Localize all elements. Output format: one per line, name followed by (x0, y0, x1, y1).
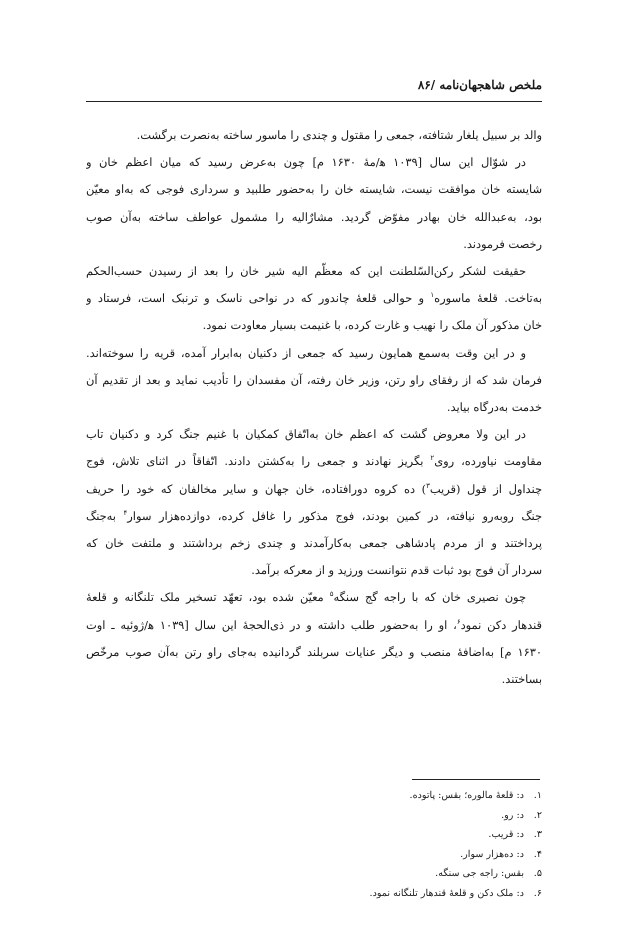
footnote-rule (412, 779, 540, 780)
footnote (242, 825, 542, 845)
text-line: بساختند. (501, 672, 542, 687)
paragraph (86, 258, 542, 340)
text-line: چون نصیری خان که با راجه گج سنگه$^۵$ معیّن شده بود، تعهّد تسخیر ملک تلنگانه و قلعهٔ (86, 590, 526, 605)
footnote-text: د: قریب. (488, 829, 524, 841)
running-head: ملخص شاهجهان‌نامه /۸۶ (417, 78, 542, 92)
footnote-number: ۳. (533, 829, 542, 841)
text-line: حقیقت لشکر رکن‌السّلطنت این که معظّم الیه شیر خان را بعد از رسیدن حسب‌الحکم (86, 264, 526, 279)
footnote-ref: ۲ (430, 454, 435, 463)
footnote-ref: ۴ (123, 509, 128, 518)
text-line: در این ولا معروض گشت که اعظم خان به‌اتّفاق کمکیان با غنیم جنگ کرد و دکنیان تاب (86, 427, 526, 442)
text-line: جنگ روبه‌رو نیافته، در کمین بودند، فوج مذکور را غافل کرده، دوازده‌هزار سوار$^۴$ به‌جنگ (86, 508, 542, 523)
text-line: فرمان شد که از رفقای راو رتن، وزیر خان رفته، آن مفسدان را تأدیب نماید و بعد از تقدیم آن (86, 372, 542, 387)
footnote-number: ۴. (533, 848, 542, 860)
text-line: پرداختند و از مردم پادشاهی جمعی به‌کارآمدند و چندی زخم برداشتند و ملتفت خان که (86, 536, 542, 551)
text-line: قندهار دکن نمود$^۶$، او را به‌حضور طلب داشته و در ذی‌الحجهٔ این سال [۱۰۳۹ ﻫ/ژوئیه ـ اوت (86, 617, 542, 632)
text-line: شایسته خان موافقت نیست، شایسته خان را به‌حضور طلبید و سرداری فوجی که به‌او معیّن (86, 182, 542, 197)
paragraph (86, 149, 542, 258)
paragraph (86, 421, 542, 584)
footnote-ref: ۱ (430, 291, 435, 300)
paragraph (86, 340, 542, 422)
footnotes (242, 786, 542, 904)
footnote-text: د: ملک دکن و قلعهٔ قندهار تلنگانه نمود. (369, 887, 524, 899)
footnote (242, 884, 542, 904)
text-line: سردار آن فوج بود ثبات قدم نتوانست ورزید و از معرکه برآمد. (251, 563, 542, 578)
text-line: خدمت به‌درگاه بیاید. (446, 400, 542, 415)
text-line: خان مذکور آن ملک را نهیب و غارت کرده، با غنیمت بسیار معاودت نمود. (202, 318, 542, 333)
header-rule (86, 101, 542, 102)
text-line: در شوّال این سال [۱۰۳۹ ﻫ/مهٔ ۱۶۳۰ م] چون به‌عرض رسید که میان اعظم خان و (86, 155, 527, 170)
footnote (242, 786, 542, 806)
text-line: ۱۶۳۰ م] به‌اضافهٔ منصب و دیگر عنایات سربلند گردانیده به‌جای راو رتن به‌آن صوب مرخّص (86, 644, 542, 659)
text-line: چنداول از قول (قریب$^۳$) ده کروه دورافتاده، خان جهان و سایر مخالفان که خود را حریف (86, 481, 542, 496)
footnote-number: ۲. (533, 809, 542, 821)
footnote (242, 806, 542, 826)
footnote-number: ۶. (533, 887, 542, 899)
footnote-ref: ۶ (456, 617, 461, 626)
footnote-ref: ۵ (329, 590, 334, 599)
paragraph (86, 122, 542, 149)
text-line: رخصت فرمودند. (463, 236, 542, 251)
footnote-number: ۱. (533, 790, 542, 801)
text-line: والد بر سبیل یلغار شتافته، جمعی را مقتول و چندی را ماسور ساخته به‌نصرت برگشت. (136, 128, 542, 142)
footnote (242, 845, 542, 865)
footnote-text: د: رو. (501, 809, 524, 821)
body-text (86, 122, 542, 693)
footnote-text: بقس: راجه جی سنگه. (435, 868, 524, 880)
text-line: بود، به‌عبدالله خان بهادر مفوّض گردید. مشارٌالیه را مشمول عواطف ساخته به‌آن صوب (86, 209, 542, 224)
footnote-text: د: ده‌هزار سوار. (460, 848, 524, 860)
footnote-number: ۵. (533, 868, 542, 880)
paragraph (86, 584, 542, 693)
text-line: مقاومت نیاورده، روی$^۲$ بگریز نهادند و جمعی را به‌کشتن دادند. اتّفاقاً در اثنای تلاش، فوج (86, 454, 542, 469)
text-line: به‌تاخت. قلعهٔ ماسوره$^۱$ و حوالی قلعهٔ چاندور که در نواحی ناسک و ترنبک است، فرستاد و (86, 291, 542, 306)
footnote-text: د: قلعهٔ مالوره؛ بقس: پاتوده. (409, 790, 524, 801)
text-line: و در این وقت به‌سمع همایون رسید که جمعی از دکنیان به‌ابرار آمده، قریه را سوخته‌اند. (86, 345, 526, 360)
footnote (242, 864, 542, 884)
footnote-ref: ۳ (426, 481, 430, 490)
